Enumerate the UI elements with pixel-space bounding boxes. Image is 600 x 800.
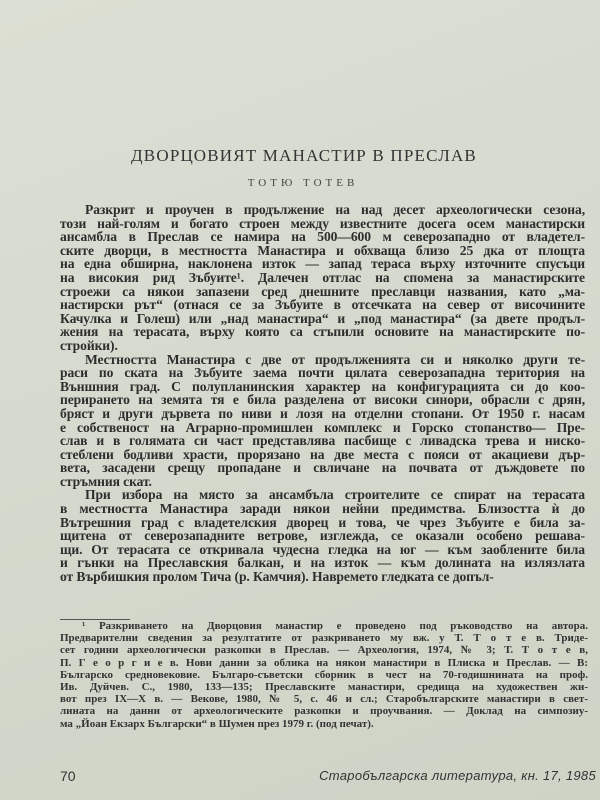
body-line: раси по ската на Зъбуите заема почти цялата северозападна територия на xyxy=(60,365,585,381)
body-line: ансамбла в Преслав се намира на 500—600 м северозападно от владетел- xyxy=(60,229,585,245)
body-line: в местността Манастира заради някои нейни предимства. Близостта ѝ до xyxy=(60,501,585,517)
body-line: Вътрешния град с владетелския дворец и това, че чрез Зъбуите е била за- xyxy=(60,514,585,530)
footnote-line: Предварителни сведения за резултатите от разкриването му вж. у Т. Т о т е в. Триде- xyxy=(60,632,588,645)
body-line: на една обширна, наклонена изток — запад тераса върху източните спусъци xyxy=(60,256,585,272)
footnotes xyxy=(60,620,588,730)
footnote-line: ма „Йоан Екзарх Български“ в Шумен през 1979 г. (под печат). xyxy=(60,717,374,730)
body-line: слав и в голямата си част представлява пасбище с ливадска трева и ниско- xyxy=(60,433,585,449)
footnote-line: вот през IX—X в. — Векове, 1980, № 5, с. 46 и сл.; Старобългарските манастири в свет- xyxy=(60,693,588,706)
footnote-line: сет години археологически разкопки в Преслав. — Археология, 1974, № 3; Т. Т о т е в, xyxy=(60,644,588,657)
article-author: ТОТЮ ТОТЕВ xyxy=(247,177,359,189)
body-line: вета, засадени срещу пропадане и свличане на почвата от дъждовете по xyxy=(60,460,585,476)
body-line: от Върбишкия пролом Тича (р. Камчия). Навремето гледката се допъл- xyxy=(60,569,494,585)
body-line: жения на терасата, върху която са стъпили основите на манастирските по- xyxy=(60,324,585,340)
body-line: и гънки на Преславския балкан, и на изток — към долината на излязлата xyxy=(60,555,585,571)
page-number: 70 xyxy=(60,768,76,784)
body-line: стройки). xyxy=(60,337,118,353)
body-line: Разкрит и проучен в продължение на над десет археологически сезона, xyxy=(85,202,585,217)
body-line: Външния град. С полупланинския характер на конфигурацията си до коо- xyxy=(60,378,585,394)
body-line: на високия рид Зъбуите¹. Далечен отглас на спомена за манастирските xyxy=(60,269,585,285)
body-line: стеблени бодливи храсти, прорязано на две места с пояси от акациеви дър- xyxy=(60,446,585,462)
body-line: При избора на място за ансамбъла строителите се спират на терасата xyxy=(85,487,585,503)
article-body xyxy=(60,203,585,584)
body-line: настирски рът“ (отнася се за Зъбуите в отсечката на север от височините xyxy=(60,297,585,313)
body-line: е собственост на Аграрно-промишлен комплекс и Горско стопанство— Пре- xyxy=(60,419,585,435)
footnote-line: Ив. Дуйчев. С., 1980, 133—135; Преславските манастири, средища на художествен жи- xyxy=(60,680,588,693)
body-line: бряст и други дървета по ниви и лозя на отделни стопани. От 1950 г. насам xyxy=(60,405,585,421)
body-line: Местността Манастира с две от продълженията си и няколко други те- xyxy=(85,351,585,367)
footnote-line: П. Г е о р г и е в. Нови данни за облика на някои манастири в Плиска и Преслав. — В: xyxy=(60,656,588,669)
body-line: този най-голям и богато строен между известните досега осем манастирски xyxy=(60,215,585,231)
body-line: Качулка и Голеш) или „над манастира“ и „под манастира“ (за двете продъл- xyxy=(60,310,585,326)
body-line: строежи са някои запазени сред днешните преславци названия, като „ма- xyxy=(60,283,585,299)
body-line: перирането на земята тя е била разделена от високи синори, обрасли с дрян, xyxy=(60,392,585,408)
footnote-line: лината на данни от археологическите разкопки и проучвания. — Доклад на симпозиу- xyxy=(60,705,588,718)
footnote-line: ¹ Разкриването на Дворцовия манастир е проведено под ръководство на автора. xyxy=(82,620,588,632)
article-title: ДВОРЦОВИЯТ МАНАСТИР В ПРЕСЛАВ xyxy=(131,146,477,165)
journal-footer: Старобългарска литература, кн. 17, 1985 xyxy=(319,768,596,783)
body-line: щи. От терасата се откривала чудесна гледка на юг — към заоблените била xyxy=(60,541,585,557)
body-line: щитена от северозападните ветрове, изглежда, се оказали особено решава- xyxy=(60,528,585,544)
footnote-line: Българско средновековие. Българо-съветски сборник в чест на 70-годишнината на проф. xyxy=(60,668,588,681)
body-line: ските дворци, в местността Манастира и обхваща близо 25 дка от площта xyxy=(60,242,585,258)
body-line: стръмния скат. xyxy=(60,473,152,489)
